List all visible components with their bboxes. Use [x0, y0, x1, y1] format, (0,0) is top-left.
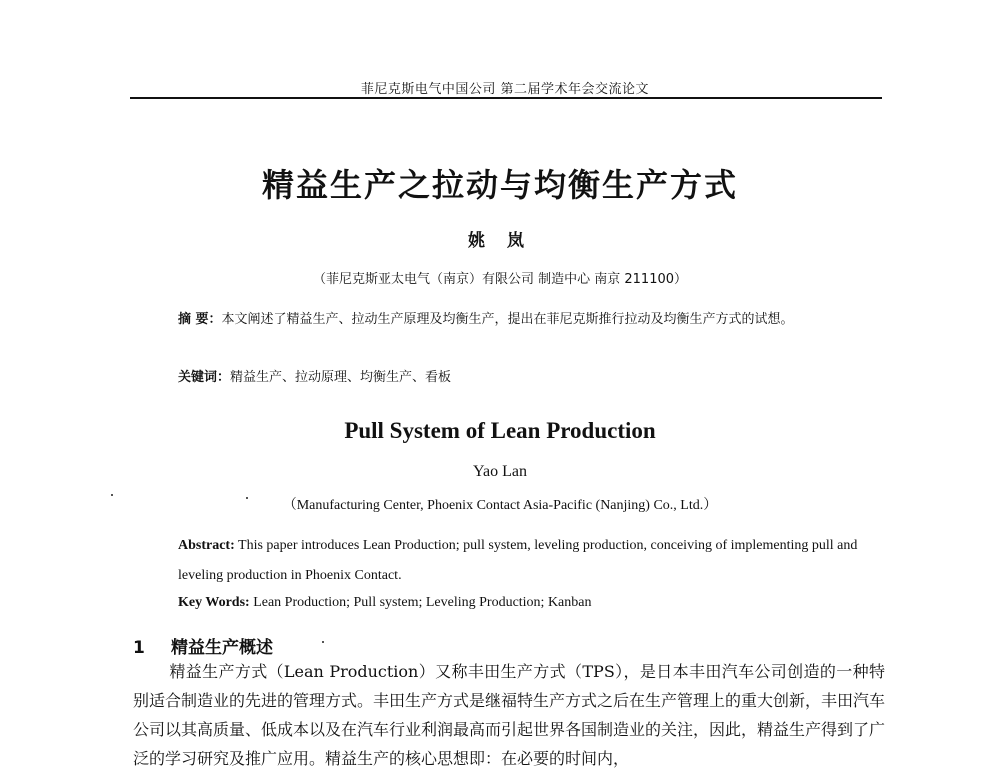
- english-keywords-text: Lean Production; Pull system; Leveling Production; Kanban: [253, 595, 592, 610]
- chinese-abstract-label: 摘 要：: [178, 312, 222, 327]
- section-1-paragraph-text: 精益生产方式（Lean Production）又称丰田生产方式（TPS），是日本丰田汽车公司创造的一种特别适合制造业的先进的管理方式。丰田生产方式是继福特生产方式之后在生产管理上的重大创新，丰田汽车公司以其高质量、低成本以及在汽车行业利润最高而引起世界各国制造业的关注，因此，精益生产得到了广泛的学习研究及推广应用。精益生产的核心思想即：在必要的时间内，: [133, 662, 886, 768]
- section-1-heading: [133, 633, 273, 658]
- chinese-keywords-text: 精益生产、拉动原理、均衡生产、看板: [230, 370, 452, 385]
- english-keywords: [178, 588, 878, 618]
- scan-speck: [322, 641, 324, 643]
- section-1-paragraph: [133, 657, 885, 773]
- english-keywords-label: Key Words:: [178, 595, 250, 610]
- chinese-abstract: [178, 305, 878, 334]
- scan-speck: [111, 494, 113, 496]
- english-abstract-label: Abstract:: [178, 538, 235, 553]
- chinese-affiliation: （菲尼克斯亚太电气（南京）有限公司 制造中心 南京 211100）: [312, 272, 688, 287]
- running-head: 菲尼克斯电气中国公司 第二届学术年会交流论文: [360, 82, 650, 97]
- english-title: Pull System of Lean Production: [344, 418, 656, 443]
- section-1-title: 精益生产概述: [171, 638, 273, 658]
- chinese-keywords: [178, 363, 878, 392]
- chinese-title: 精益生产之拉动与均衡生产方式: [261, 166, 738, 204]
- chinese-author: 姚 岚: [468, 231, 532, 251]
- english-affiliation: （Manufacturing Center, Phoenix Contact Asia-Pacific (Nanjing) Co., Ltd.）: [282, 498, 718, 513]
- header-rule: [130, 97, 882, 99]
- scan-speck: [246, 497, 248, 499]
- chinese-abstract-text: 本文阐述了精益生产、拉动生产原理及均衡生产，提出在菲尼克斯推行拉动及均衡生产方式的试想。: [221, 312, 794, 327]
- english-abstract: [178, 531, 878, 591]
- english-author: Yao Lan: [473, 463, 527, 480]
- section-1-number: 1: [133, 638, 145, 658]
- english-abstract-text: This paper introduces Lean Production; pull system, leveling production, conceiving of implementing pull and leveling production in Phoenix Contact.: [178, 538, 858, 583]
- chinese-keywords-label: 关键词：: [178, 370, 231, 385]
